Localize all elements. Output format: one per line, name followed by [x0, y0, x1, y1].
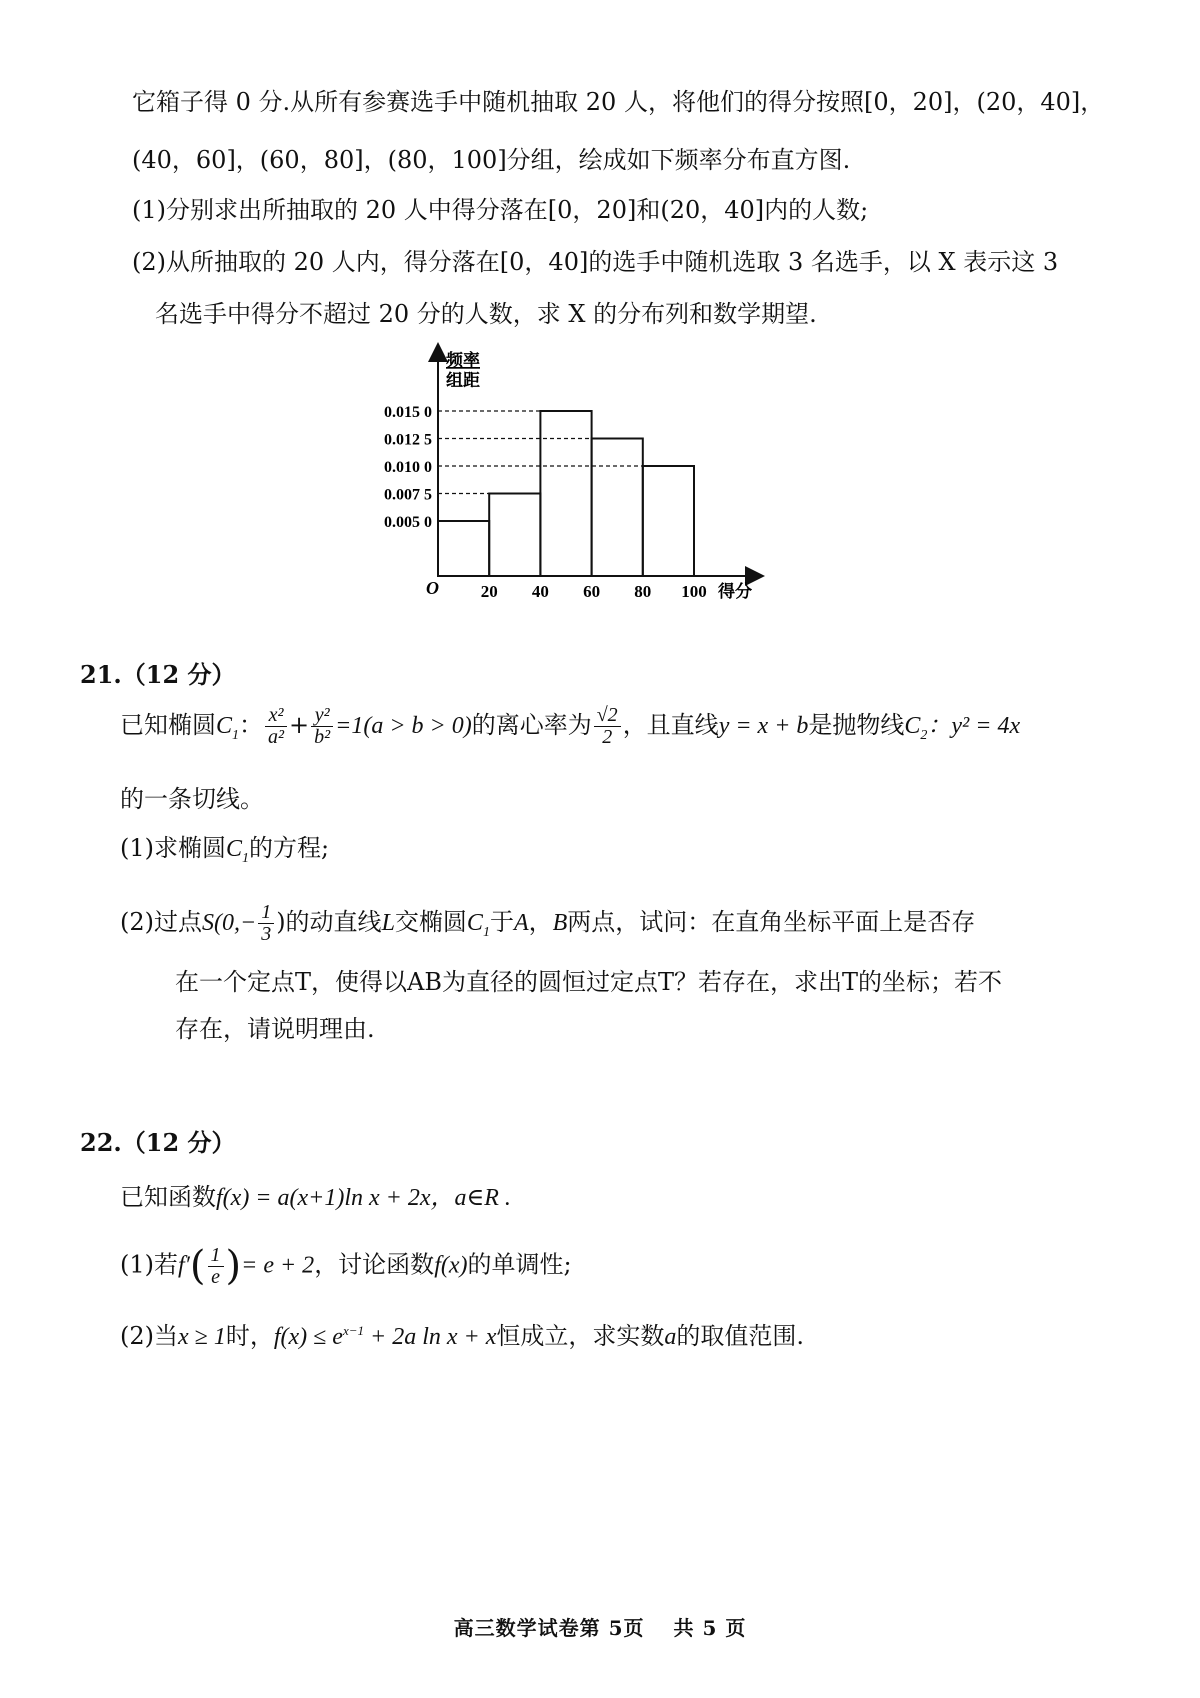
x-tick-label: 80 [634, 582, 652, 601]
y-label-bottom: 组距 [446, 371, 480, 390]
q21-part2-line2: 在一个定点T，使得以AB为直径的圆恒过定点T？若存在，求出T的坐标；若不 [175, 968, 1002, 996]
q22-header: 22.（12 分） [80, 1128, 236, 1157]
q21-part2-line1: (2)过点S(0,− $\frac{1}{3}$ )的动直线L交椭圆$C_1$于A，B两点，试问：在直角坐标平面上是否存 [120, 901, 976, 945]
q22-part2: (2)当x ≥ 1时，$f(x) \le e^{x-1} + 2a$ ln x + x恒成立，求实数a的取值范围. [120, 1322, 805, 1350]
histogram-bar [643, 466, 694, 576]
x-tick-label: 20 [480, 582, 498, 601]
y-tick-label: 0.005 0 [384, 514, 432, 531]
q21-statement: 已知椭圆$C_1$： $\frac{\text{x²}}{\text{a²}}$ + $\frac{\text{y²}}{\text{b²}}$ =1(a > b > 0)的离心率为 $\frac{√2}{2}$ ，且直线y = x + b是抛物线$C_2$：y² = 4x [120, 704, 1021, 748]
frequency-histogram [360, 340, 780, 610]
y-tick-label: 0.010 0 [384, 459, 432, 476]
q22-part1: (1)若f′( $\frac{1}{e}$ )= e + 2，讨论函数f(x)的单调性; [120, 1243, 572, 1289]
y-label-top: 频率 [446, 351, 480, 370]
q21-tail: 的一条切线。 [120, 785, 264, 813]
histogram-bar [592, 439, 643, 577]
q21-c1: $C_1$ [216, 713, 240, 743]
q21-condition: =1(a > b > 0) [335, 713, 472, 739]
x-label: 得分 [718, 582, 752, 601]
q21-part2-line3: 存在，请说明理由. [175, 1015, 375, 1043]
q21-frac-x: $\frac{\text{x²}}{\text{a²}}$ [265, 705, 287, 748]
q22-one-over-e: $\frac{1}{e}$ [208, 1245, 224, 1288]
page-footer: 高三数学试卷第 5页 共 5 页 [453, 1616, 747, 1640]
x-tick-label: 60 [583, 582, 601, 601]
q20-part1: (1)分别求出所抽取的 20 人中得分落在[0，20]和(20，40]内的人数; [132, 196, 869, 224]
q21-line-eq: y = x + b [718, 713, 809, 739]
q21-intro: 已知椭圆 [120, 711, 216, 739]
y-tick-label: 0.012 5 [384, 431, 432, 449]
histogram-bar [489, 494, 540, 577]
q21-ecc-frac: $\frac{√2}{2}$ [594, 705, 621, 748]
y-tick-label: 0.007 5 [384, 486, 432, 504]
q21-one-third: $\frac{1}{3}$ [258, 902, 274, 945]
q21-c2: $C_2$ [904, 713, 928, 743]
y-tick-label: 0.015 0 [384, 404, 432, 421]
origin-label: O [426, 578, 439, 598]
histogram-bar [438, 521, 489, 576]
q21-parabola-eq: ：y² = 4x [927, 713, 1021, 739]
histogram-bar [540, 411, 591, 576]
q20-line1: 它箱子得 0 分.从所有参赛选手中随机抽取 20 人，将他们的得分按照[0，20]，(20，40]， [132, 88, 1105, 116]
q22-definition: 已知函数f(x) = a(x+1)ln x + 2x，a∈R . [120, 1183, 511, 1211]
q21-ecc-text: 的离心率为 [471, 711, 592, 739]
q21-frac-y: $\frac{\text{y²}}{\text{b²}}$ [311, 705, 333, 748]
x-tick-label: 100 [681, 582, 707, 601]
x-tick-label: 40 [531, 582, 549, 601]
q21-header: 21.（12 分） [80, 660, 236, 689]
q21-part1: (1)求椭圆$C_1$的方程; [120, 834, 330, 866]
q20-part2-line1: (2)从所抽取的 20 人内，得分落在[0，40]的选手中随机选取 3 名选手，以 X 表示这 3 [132, 248, 1059, 276]
q20-line2: (40，60]，(60，80]，(80，100]分组，绘成如下频率分布直方图. [132, 146, 851, 174]
q20-part2-line2: 名选手中得分不超过 20 分的人数，求 X 的分布列和数学期望. [155, 300, 817, 328]
